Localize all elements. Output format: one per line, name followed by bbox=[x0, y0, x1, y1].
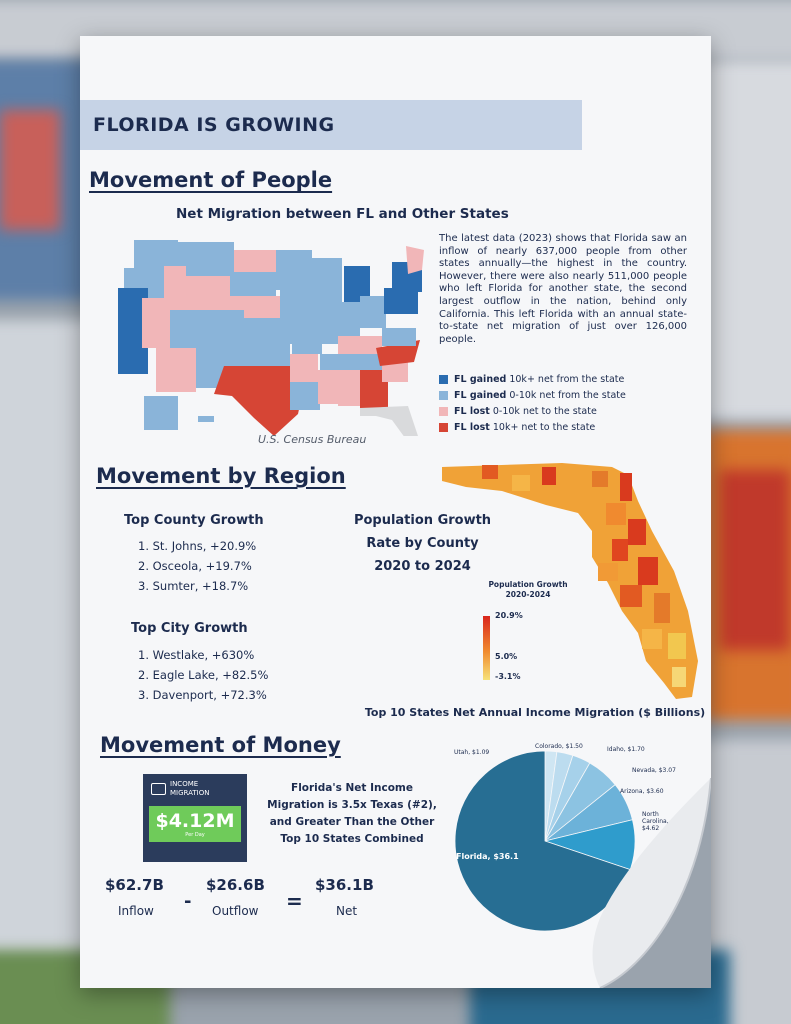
statement-line: and Greater Than the Other bbox=[269, 816, 435, 828]
list-item: 2. Osceola, +19.7% bbox=[138, 559, 252, 573]
map-state-ms bbox=[318, 370, 338, 404]
net-label: Net bbox=[336, 904, 358, 918]
statement-line: Migration is 3.5x Texas (#2), bbox=[267, 799, 437, 811]
map-state-fl bbox=[360, 406, 420, 436]
us-migration-map bbox=[114, 236, 424, 436]
legend-swatch bbox=[439, 375, 448, 384]
county-cell bbox=[542, 467, 556, 485]
pie-label-nevada: Nevada, $3.07 bbox=[632, 767, 676, 774]
scale-tick-label: -3.1% bbox=[495, 672, 521, 681]
card-label-line: MIGRATION bbox=[170, 789, 210, 797]
map-state-nd bbox=[234, 250, 276, 272]
income-migration-card bbox=[143, 774, 247, 862]
income-statement bbox=[252, 780, 452, 848]
people-heading: Movement of People bbox=[89, 168, 333, 192]
infographic-page bbox=[80, 36, 711, 988]
county-cell bbox=[628, 519, 646, 545]
legend-row: FL lost 0-10k net to the state bbox=[439, 406, 597, 417]
county-growth-list bbox=[138, 536, 256, 596]
list-item: 1. Westlake, +630% bbox=[138, 648, 255, 662]
equals-sign: = bbox=[286, 889, 303, 913]
county-cell bbox=[598, 563, 618, 581]
title-bar bbox=[80, 100, 582, 150]
map-state-nv bbox=[142, 298, 170, 348]
map-state-mn bbox=[276, 250, 312, 290]
county-cell bbox=[642, 629, 662, 649]
map-state-la bbox=[290, 382, 320, 410]
growth-scale-bar bbox=[483, 616, 490, 680]
minus-sign: - bbox=[184, 891, 192, 912]
map-state-hi bbox=[198, 416, 214, 422]
map-state-ks bbox=[244, 318, 292, 344]
map-state-wa bbox=[134, 240, 178, 268]
map-state-ma bbox=[398, 274, 422, 288]
pie-label-utah: Utah, $1.09 bbox=[454, 749, 490, 756]
map-state-az bbox=[156, 348, 196, 392]
legend-row: FL gained 10k+ net from the state bbox=[439, 374, 624, 385]
legend-swatch bbox=[439, 407, 448, 416]
map-state-al bbox=[338, 370, 360, 406]
legend-swatch bbox=[439, 423, 448, 432]
county-cell bbox=[592, 471, 608, 487]
legend-swatch bbox=[439, 391, 448, 400]
list-item: 3. Davenport, +72.3% bbox=[138, 688, 267, 702]
map-state-ky bbox=[338, 336, 382, 354]
county-cell bbox=[668, 633, 686, 659]
money-heading: Movement of Money bbox=[100, 733, 341, 757]
map-state-sd bbox=[230, 272, 276, 296]
county-cell bbox=[620, 473, 632, 501]
page-curl bbox=[550, 778, 711, 988]
card-sub: Per Day bbox=[185, 832, 205, 838]
map-state-me bbox=[406, 246, 424, 274]
county-cell bbox=[620, 585, 642, 607]
scale-tick-label: 5.0% bbox=[495, 652, 518, 661]
new-england-inset bbox=[398, 246, 428, 296]
county-cell bbox=[654, 593, 670, 623]
income-per-day-value bbox=[149, 806, 241, 842]
map-state-ok bbox=[236, 344, 290, 366]
outflow-value: $26.6B bbox=[206, 876, 265, 894]
card-label-line: INCOME bbox=[170, 780, 199, 788]
legend-row: FL lost 10k+ net to the state bbox=[439, 422, 595, 433]
statement-line: Top 10 States Combined bbox=[280, 833, 424, 845]
county-cell bbox=[606, 503, 626, 525]
map-state-ut bbox=[170, 310, 198, 350]
region-heading: Movement by Region bbox=[96, 464, 346, 488]
map-title-line: Population Growth bbox=[353, 513, 492, 528]
migration-paragraph: The latest data (2023) shows that Florida saw an inflow of nearly 637,000 people from other states annually—the highest in the country. However, there were also nearly 511,000 people who left Florida for another state, the second largest outflow in the nation, behind only California. This left Florida with an annual state-to-state net migration of just over 126,000 people. bbox=[439, 233, 687, 345]
list-item: 2. Eagle Lake, +82.5% bbox=[138, 668, 269, 682]
map-state-va bbox=[382, 328, 416, 346]
map-state-mo bbox=[292, 318, 322, 354]
map-title-line: 2020 to 2024 bbox=[374, 559, 471, 574]
city-growth-heading: Top City Growth bbox=[131, 621, 248, 636]
map-state-wi bbox=[312, 258, 342, 298]
scale-tick-label: 20.9% bbox=[495, 611, 523, 620]
scale-title-line: 2020-2024 bbox=[505, 590, 551, 599]
pie-label-north-carolina: North Carolina, $4.62 bbox=[642, 811, 669, 832]
map-state-ar bbox=[290, 354, 318, 382]
card-value: $4.12M bbox=[155, 810, 235, 832]
county-cell bbox=[612, 539, 628, 561]
card-label bbox=[170, 780, 209, 798]
map-state-wy bbox=[186, 276, 230, 310]
map-title-line: Rate by County bbox=[366, 536, 479, 551]
pie-label-arizona: Arizona, $3.60 bbox=[620, 788, 664, 795]
county-cell bbox=[482, 465, 498, 479]
pie-label-idaho: Idaho, $1.70 bbox=[607, 746, 645, 753]
migration-chart-title: Net Migration between FL and Other States bbox=[176, 206, 509, 222]
pie-label-colorado: Colorado, $1.50 bbox=[535, 743, 583, 750]
pie-label-florida: Florida, $36.1 bbox=[456, 852, 519, 861]
city-growth-list bbox=[138, 645, 268, 705]
net-value: $36.1B bbox=[315, 876, 374, 894]
list-item: 1. St. Johns, +20.9% bbox=[138, 539, 257, 553]
income-chart-title: Top 10 States Net Annual Income Migration ($ Billions) bbox=[364, 706, 706, 719]
legend-row: FL gained 0-10k net from the state bbox=[439, 390, 626, 401]
growth-scale-title bbox=[472, 580, 584, 600]
county-cell bbox=[512, 475, 530, 491]
map-state-mt bbox=[178, 242, 234, 276]
map-state-in bbox=[342, 302, 360, 338]
statement-line: Florida's Net Income bbox=[291, 782, 413, 794]
map-state-co bbox=[198, 310, 244, 344]
scale-title-line: Population Growth bbox=[488, 580, 568, 589]
inflow-value: $62.7B bbox=[105, 876, 164, 894]
map-state-tn bbox=[320, 354, 382, 370]
county-cell bbox=[638, 557, 658, 585]
page-title: FLORIDA IS GROWING bbox=[93, 114, 335, 136]
list-item: 3. Sumter, +18.7% bbox=[138, 579, 249, 593]
map-source: U.S. Census Bureau bbox=[258, 433, 367, 446]
map-state-oh bbox=[360, 296, 386, 328]
briefcase-icon bbox=[151, 783, 166, 795]
map-state-ak bbox=[144, 396, 178, 430]
inflow-label: Inflow bbox=[118, 904, 154, 918]
outflow-label: Outflow bbox=[212, 904, 259, 918]
county-growth-heading: Top County Growth bbox=[124, 513, 264, 528]
county-cell bbox=[672, 667, 686, 687]
